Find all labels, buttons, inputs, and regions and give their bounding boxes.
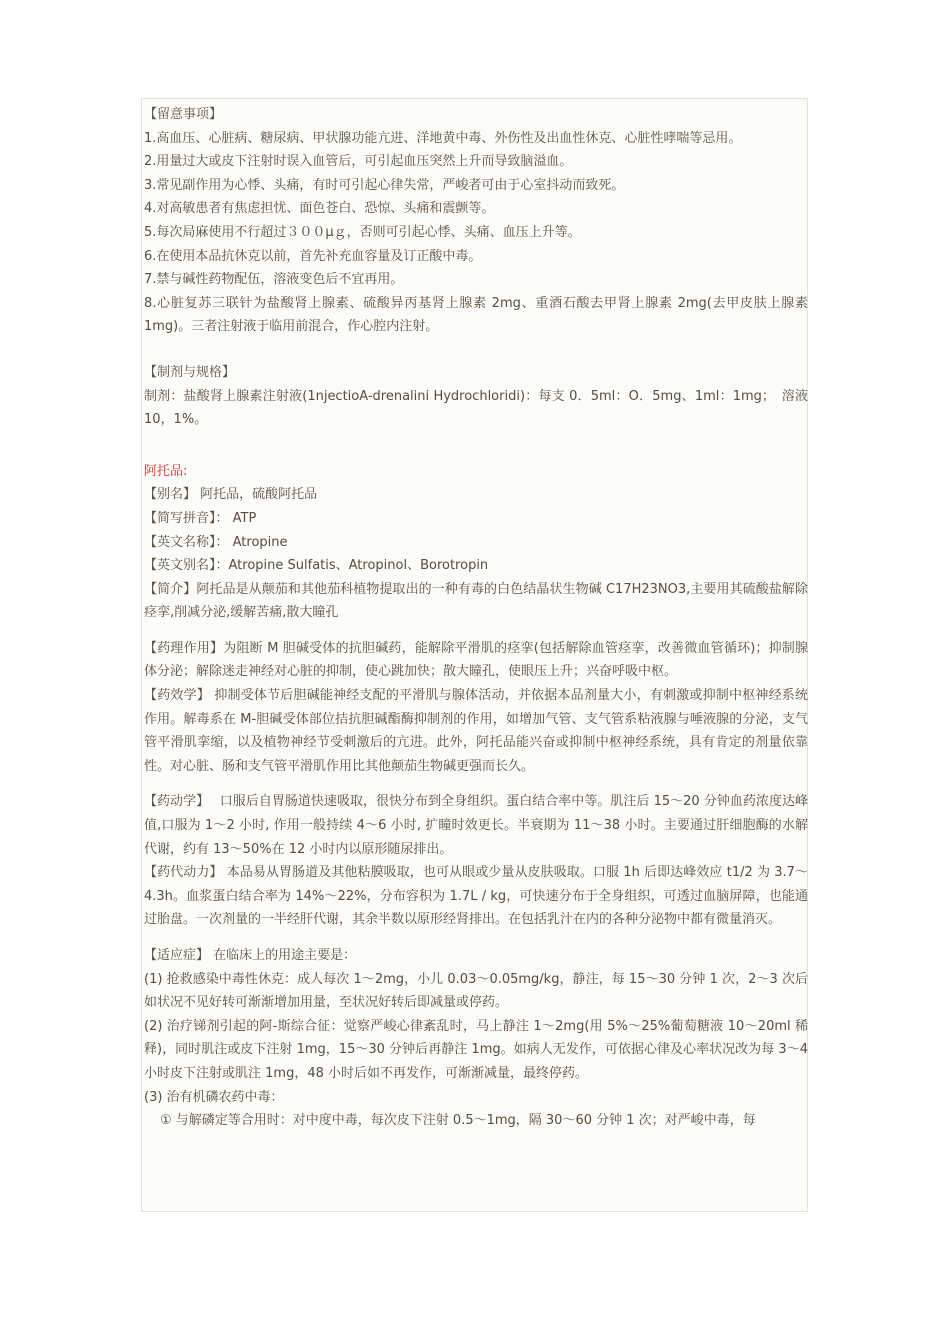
precaution-item: 7.禁与碱性药物配伍，溶液变色后不宜再用。 bbox=[144, 272, 404, 288]
atropine-pharmacokinetics: 【药动学】 口服后自胃肠道快速吸取，很快分布到全身组织。蛋白结合率中等。肌注后 15～20 分钟血药浓度达峰值,口服为 1～2 小时, 作用一般持续 4～6 小时, 扩瞳时效更长。半衰期为 11～38 小时。主要通过肝细胞酶的水解代谢，约有 13～50%在 12 小时内以原形随尿排出。 bbox=[144, 794, 808, 857]
precaution-item: 6.在使用本品抗休克以前，首先补充血容量及订正酸中毒。 bbox=[144, 248, 482, 264]
precaution-item: 2.用量过大或皮下注射时误入血管后，可引起血压突然上升而导致脑溢血。 bbox=[144, 154, 573, 170]
indication-item: (3) 治有机磷农药中毒： bbox=[144, 1089, 284, 1105]
precaution-item: 1.高血压、心脏病、糖尿病、甲状腺功能亢进、洋地黄中毒、外伤性及出血性休克、心脏性哮喘等忌用。 bbox=[144, 130, 742, 146]
indication-subitem: ① 与解磷定等合用时：对中度中毒，每次皮下注射 0.5～1mg，隔 30～60 分钟 1 次；对严峻中毒，每 bbox=[160, 1113, 756, 1129]
atropine-pinyin: 【简写拼音】： ATP bbox=[144, 510, 257, 526]
indication-item: (2) 治疗锑剂引起的阿-斯综合征：觉察严峻心律紊乱时，马上静注 1～2mg(用 5%～25%葡萄糖液 10～20ml 稀释)，同时肌注或皮下注射 1mg，15～30 分钟后再静注 1mg。如病人无发作，可依据心律及心率状况改为每 3～4 小时皮下注射或肌注 1mg，48 小时后如不再发作，可渐渐减量，最终停药。 bbox=[144, 1018, 808, 1081]
precaution-item: 3.常见副作用为心悸、头痛，有时可引起心律失常，严峻者可由于心室抖动而致死。 bbox=[144, 177, 625, 193]
formulation-text: 制剂：盐酸肾上腺素注射液(1njectioA-drenalini Hydrochloridi)：每支 0．5ml：O．5mg、1ml：1mg； 溶液 10，1%。 bbox=[144, 388, 808, 428]
indications-heading: 【适应症】 在临床上的用途主要是： bbox=[144, 948, 357, 963]
precaution-item: 8.心脏复苏三联针为盐酸肾上腺素、硫酸异丙基肾上腺素 2mg、重酒石酸去甲肾上腺素 2mg(去甲皮肤上腺素 1mg)。三者注射液于临用前混合，作心腔内注射。 bbox=[144, 295, 808, 335]
atropine-pharmacodynamics: 【药效学】 抑制受体节后胆碱能神经支配的平滑肌与腺体活动，并依据本品剂量大小，有刺激或抑制中枢神经系统作用。解毒系在 M-胆碱受体部位拮抗胆碱酯酶抑制剂的作用，如增加气管、支气管系粘液腺与唾液腺的分泌，支气管平滑肌挛缩，以及植物神经节受刺激后的亢进。此外，阿托品能兴奋或抑制中枢神经系统，具有肯定的剂量依靠性。对心脏、肠和支气管平滑肌作用比其他颠茄生物碱更强而长久。 bbox=[144, 688, 808, 774]
atropine-alias: 【别名】 阿托品，硫酸阿托品 bbox=[144, 487, 318, 503]
precautions-heading: 【留意事项】 bbox=[144, 107, 223, 122]
precaution-item: 4.对高敏患者有焦虑担忧、面色苍白、恐惊、头痛和震颤等。 bbox=[144, 201, 495, 217]
document-body bbox=[144, 103, 808, 1133]
atropine-title: 阿托品: bbox=[144, 463, 188, 479]
formulation-heading: 【制剂与规格】 bbox=[144, 364, 236, 380]
atropine-intro: 【简介】阿托品是从颠茄和其他茄科植物提取出的一种有毒的白色结晶状生物碱 C17H23NO3,主要用其硫酸盐解除痉挛,削减分泌,缓解苦痛,散大瞳孔 bbox=[144, 581, 808, 621]
indication-item: (1) 抢救感染中毒性休克：成人每次 1～2mg，小儿 0.03～0.05mg/kg，静注，每 15～30 分钟 1 次，2～3 次后如状况不见好转可渐渐增加用量，至状况好转后即减量或停药。 bbox=[144, 971, 808, 1011]
atropine-english-alias: 【英文别名】：Atropine Sulfatis、Atropinol、Borotropin bbox=[144, 558, 489, 574]
atropine-pharmacology: 【药理作用】为阻断 M 胆碱受体的抗胆碱药，能解除平滑肌的痉挛(包括解除血管痉挛，改善微血管循环)；抑制腺体分泌；解除迷走神经对心脏的抑制，使心跳加快；散大瞳孔，使眼压上升；兴奋呼吸中枢。 bbox=[144, 640, 808, 680]
atropine-english-name: 【英文名称】： Atropine bbox=[144, 534, 288, 550]
atropine-drug-dynamics: 【药代动力】 本品易从胃肠道及其他粘膜吸取，也可从眼或少量从皮肤吸取。口服 1h 后即达峰效应 t1/2 为 3.7～4.3h。血浆蛋白结合率为 14%～22%，分布容积为 1.7L / kg，可快速分布于全身组织，可透过血脑屏障，也能通过胎盘。一次剂量的一半经肝代谢，其余半数以原形经肾排出。在包括乳汁在内的各种分泌物中都有微量消灭。 bbox=[144, 865, 808, 928]
precaution-item: 5.每次局麻使用不行超过３００μｇ，否则可引起心悸、头痛、血压上升等。 bbox=[144, 224, 581, 240]
